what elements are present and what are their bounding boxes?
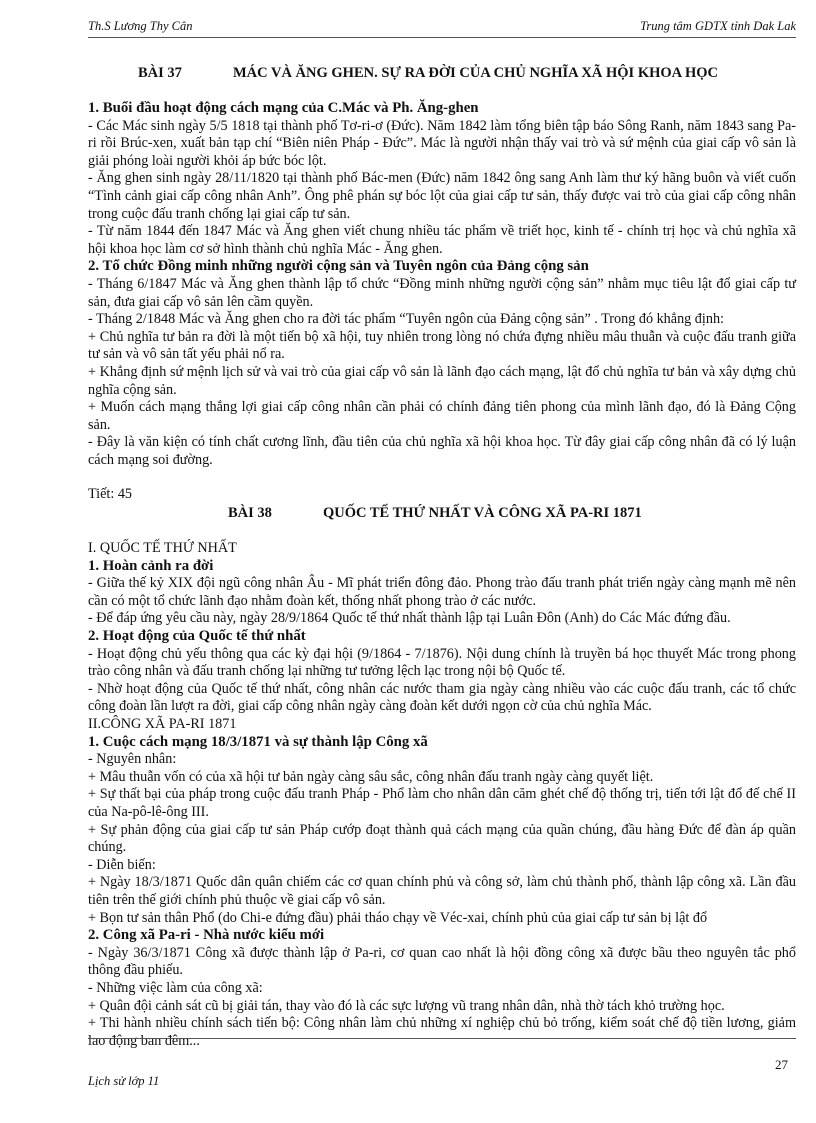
lesson-number: BÀI 37	[138, 65, 182, 81]
page-number: 27	[775, 1057, 788, 1072]
paragraph: - Hoạt động chủ yếu thông qua các kỳ đại hội (9/1864 - 7/1876). Nội dung chính là truyền bá học thuyết Mác trong phong trào công nhân và đấu tranh chống lại những tư tưởng lệch lạc trong nội bộ Quốc tế.	[88, 645, 796, 680]
paragraph: - Giữa thế kỷ XIX đội ngũ công nhân Âu - Mĩ phát triển đông đảo. Phong trào đấu tranh phát triển ngày càng mạnh mẽ nên cần có một tổ chức lãnh đạo nhằm đoàn kết, thống nhất phong trào ở các nước.	[88, 575, 796, 609]
section-heading: 1. Buổi đầu hoạt động cách mạng của C.Mác và Ph. Ăng-ghen	[88, 100, 479, 116]
section-heading: 2. Tổ chức Đồng minh những người cộng sản và Tuyên ngôn của Đảng cộng sản	[88, 258, 589, 275]
paragraph: + Khẳng định sứ mệnh lịch sử và vai trò của giai cấp vô sản là lãnh đạo cách mạng, lật đổ chủ nghĩa tư bản và xây dựng chủ nghĩa cộng sản.	[88, 363, 796, 398]
part-heading: II.CÔNG XÃ PA-RI 1871	[88, 716, 237, 732]
paragraph: - Nhờ hoạt động của Quốc tế thứ nhất, công nhân các nước tham gia ngày càng nhiều vào các cuộc đấu tranh, các tổ chức công đoàn lần lượt ra đời, giai cấp công nhân ngày càng đoàn kết dưới ngọn cờ của chủ nghĩa Mác.	[88, 680, 796, 715]
section-heading: 2. Hoạt động của Quốc tế thứ nhất	[88, 628, 306, 645]
paragraph: + Thi hành nhiều chính sách tiến bộ: Công nhân làm chủ những xí nghiệp chủ bỏ trống, kiểm soát chế độ tiền lương, giảm lao động ban đêm...	[88, 1015, 796, 1049]
paragraph: - Đây là văn kiện có tính chất cương lĩnh, đầu tiên của chủ nghĩa xã hội khoa học. Từ đây giai cấp công nhân đã có lý luận cách mạng soi đường.	[88, 434, 796, 468]
lesson-heading: QUỐC TẾ THỨ NHẤT VÀ CÔNG XÃ PA-RI 1871	[323, 505, 642, 522]
paragraph: + Mâu thuẫn vốn có của xã hội tư bản ngày càng sâu sắc, công nhân đấu tranh ngày càng quyết liệt.	[88, 768, 654, 785]
paragraph: + Quân đội cảnh sát cũ bị giải tán, thay vào đó là các sực lượng vũ trang nhân dân, nhà thờ tách khỏ trường học.	[88, 997, 725, 1014]
section-heading: 2. Công xã Pa-ri - Nhà nước kiểu mới	[88, 927, 325, 944]
lesson-37-title	[88, 64, 796, 82]
paragraph: - Ngày 36/3/1871 Công xã được thành lập ở Pa-ri, cơ quan cao nhất là hội đồng công xã được bầu theo nguyên tắc phổ thông đầu phiếu.	[88, 944, 796, 979]
paragraph: - Những việc làm của công xã:	[88, 979, 263, 996]
paragraph: - Nguyên nhân:	[88, 751, 177, 768]
paragraph: + Bọn tư sản thân Phổ (do Chi-e đứng đầu) phải tháo chạy về Véc-xai, chính phủ của giai cấp tư sản bị lật đổ	[88, 909, 708, 926]
header-center: Trung tâm GDTX tỉnh Dak Lak	[640, 19, 796, 33]
paragraph: + Chủ nghĩa tư bản ra đời là một tiến bộ xã hội, tuy nhiên trong lòng nó chứa đựng nhiều mâu thuẫn và cuộc đấu tranh giữa tư sản và vô sản tất yếu phải nổ ra.	[88, 328, 796, 363]
lesson-heading: MÁC VÀ ĂNG GHEN. SỰ RA ĐỜI CỦA CHỦ NGHĨA XÃ HỘI KHOA HỌC	[233, 65, 718, 81]
page-content	[88, 64, 796, 1050]
paragraph: + Sự phản động của giai cấp tư sản Pháp cướp đoạt thành quả cách mạng của quần chúng, đầu hàng Đức để đàn áp quần chúng.	[88, 821, 796, 856]
paragraph: - Các Mác sinh ngày 5/5 1818 tại thành phố Tơ-ri-ơ (Đức). Năm 1842 làm tổng biên tập báo Sông Ranh, năm 1843 sang Pa-ri rồi Brúc-xen, xuất bản tạp chí “Biên niên Pháp - Đức”. Mác là người nhận thấy vai trò và sứ mệnh của giai cấp vô sản là giải phóng loài người khỏi áp bức bóc lột.	[88, 117, 796, 169]
paragraph: + Ngày 18/3/1871 Quốc dân quân chiếm các cơ quan chính phủ và công sở, làm chủ thành phố, thành lập công xã. Lần đầu tiên trên thế giới chính phủ thuộc về giai cấp vô sản.	[88, 874, 796, 908]
lesson-number: BÀI 38	[228, 505, 272, 522]
paragraph: - Diễn biến:	[88, 856, 156, 873]
footer-subject: Lịch sử lớp 11	[88, 1074, 160, 1088]
page-header	[88, 19, 796, 38]
lesson-38-title	[88, 504, 796, 522]
lesson-period: Tiết: 45	[88, 486, 133, 503]
paragraph: - Từ năm 1844 đến 1847 Mác và Ăng ghen viết chung nhiều tác phẩm về triết học, kinh tế - chính trị học và chủ nghĩa xã hội khoa học làm cơ sở hình thành chủ nghĩa Mác - Ăng ghen.	[88, 223, 796, 257]
section-heading: 1. Hoàn cảnh ra đời	[88, 557, 214, 574]
paragraph: + Sự thất bại của pháp trong cuộc đấu tranh Pháp - Phổ làm cho nhân dân căm ghét chế độ thống trị, tiến tới lật đổ đế chế II của Na-pô-lê-ông III.	[88, 786, 796, 820]
section-heading: 1. Cuộc cách mạng 18/3/1871 và sự thành lập Công xã	[88, 733, 428, 750]
paragraph: - Tháng 2/1848 Mác và Ăng ghen cho ra đời tác phẩm “Tuyên ngôn của Đảng cộng sản” . Trong đó khẳng định:	[88, 311, 724, 328]
paragraph: - Để đáp ứng yêu cầu này, ngày 28/9/1864 Quốc tế thứ nhất thành lập tại Luân Đôn (Anh) do Các Mác đứng đầu.	[88, 610, 731, 627]
header-author: Th.S Lương Thy Cân	[88, 19, 193, 33]
paragraph: + Muốn cách mạng thắng lợi giai cấp công nhân cần phải có chính đảng tiên phong của mình lãnh đạo, đó là Đảng Cộng sản.	[88, 399, 796, 433]
footer-divider	[88, 1038, 796, 1039]
paragraph: - Tháng 6/1847 Mác và Ăng ghen thành lập tổ chức “Đồng minh những người cộng sản” nhằm mục tiêu lật đổ giai cấp tư sản, đưa giai cấp vô sản lên cầm quyền.	[88, 275, 796, 310]
spacer	[88, 469, 796, 486]
part-heading: I. QUỐC TẾ THỨ NHẤT	[88, 540, 237, 557]
paragraph: - Ăng ghen sinh ngày 28/11/1820 tại thành phố Bác-men (Đức) năm 1842 ông sang Anh làm thư ký hãng buôn và viết cuốn “Tình cảnh giai cấp công nhân Anh”. Ông phê phán sự bóc lột của giai cấp tư sản, thấy được vai trò của giai cấp công nhân trong cuộc đấu tranh chống lại giai cấp tư sản.	[88, 170, 796, 222]
